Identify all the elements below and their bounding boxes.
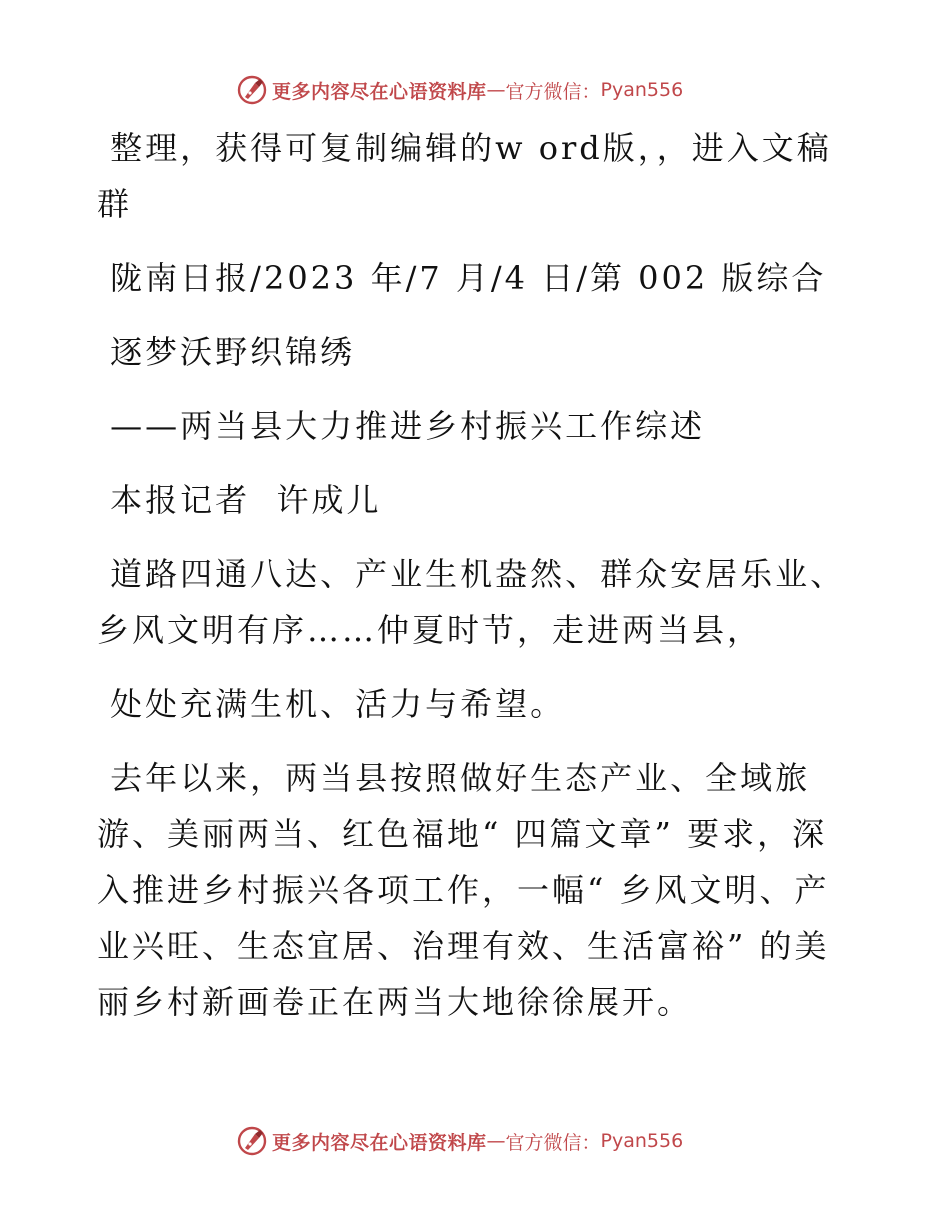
body-paragraph-1: 道路四通八达、产业生机盎然、群众安居乐业、乡风文明有序……仲夏时节，走进两当县，	[97, 555, 846, 649]
watermark-separator: —	[486, 1130, 506, 1152]
watermark-contact-label: 官方微信：	[505, 80, 601, 103]
article-subtitle: ——两当县大力推进乡村振兴工作综述	[97, 407, 706, 445]
watermark-text: 更多内容尽在心语资料库	[272, 1131, 487, 1154]
pen-nib-logo-icon	[236, 74, 268, 106]
watermark-contact-label: 官方微信：	[505, 1131, 601, 1154]
byline: 本报记者 许成儿	[97, 481, 382, 519]
watermark-contact-handle: Pyan556	[600, 79, 684, 101]
publication-line: 陇南日报/2023 年/7 月/4 日/第 002 版综合	[97, 259, 827, 297]
body-paragraph-3: 去年以来，两当县按照做好生态产业、全域旅游、美丽两当、红色福地“ 四篇文章” 要求，深入推进乡村振兴各项工作，一幅“ 乡风文明、产业兴旺、生态宜居、治理有效、生活富裕” 的美丽乡村新画卷正在两当大地徐徐展开。	[97, 759, 830, 1021]
intro-line: 整理，获得可复制编辑的w ord版，，进入文稿群	[97, 129, 832, 223]
footer-watermark	[236, 1124, 683, 1158]
document-body	[97, 120, 857, 1048]
article-title: 逐梦沃野织锦绣	[97, 333, 356, 371]
body-paragraph-2: 处处充满生机、活力与希望。	[97, 685, 566, 723]
watermark-contact-handle: Pyan556	[600, 1130, 684, 1152]
watermark-separator: —	[486, 79, 506, 101]
pen-nib-logo-icon	[236, 1125, 268, 1157]
watermark-text: 更多内容尽在心语资料库	[272, 80, 487, 103]
header-watermark	[236, 73, 683, 107]
